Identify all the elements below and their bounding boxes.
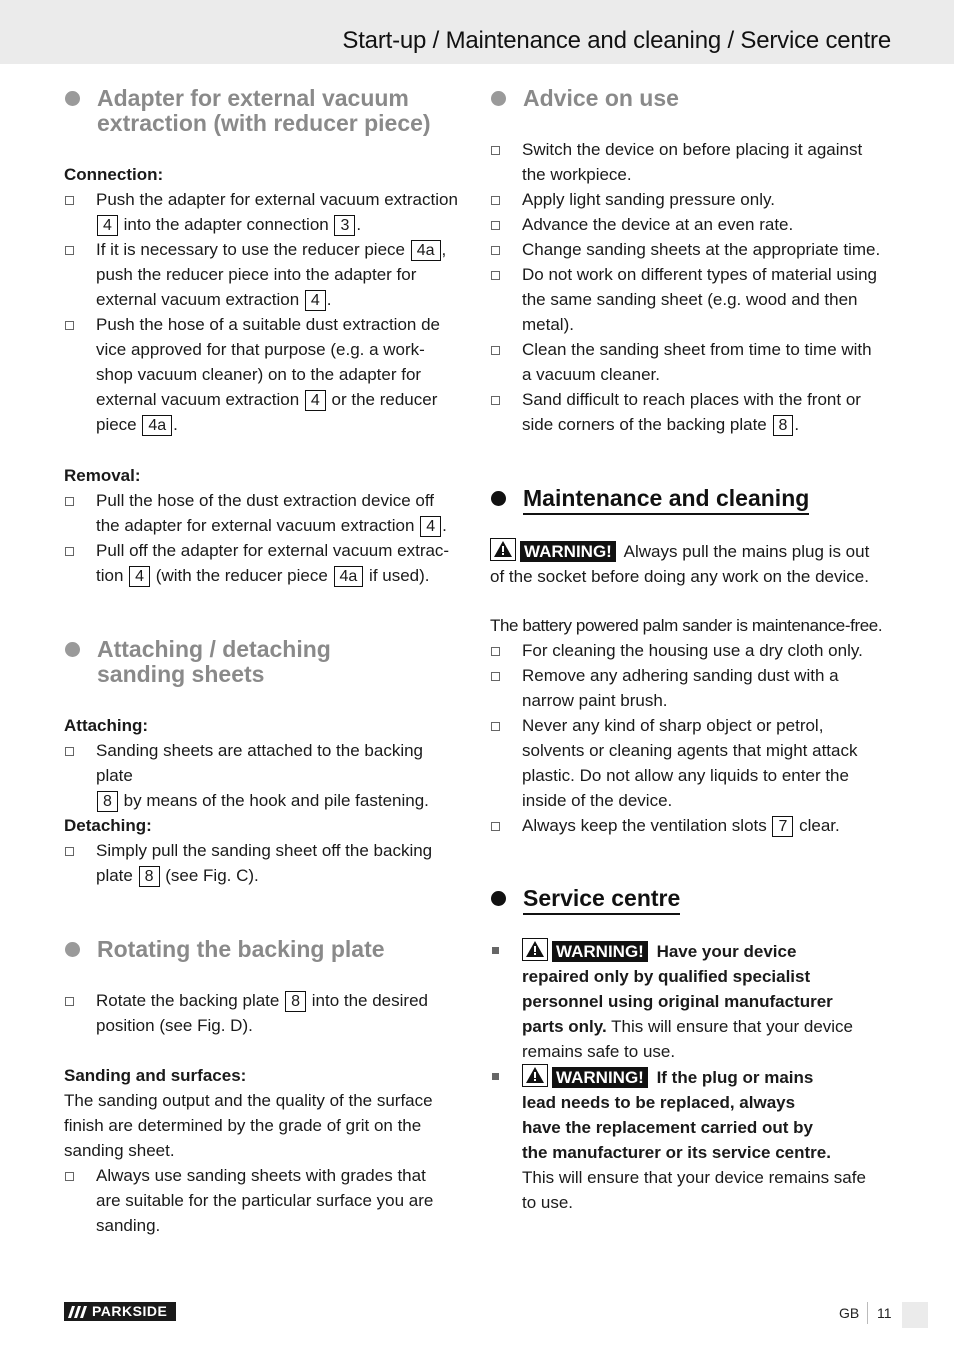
list-item xyxy=(490,337,890,387)
item-text: Always use sanding sheets with grades that xyxy=(96,1166,426,1185)
item-text: metal). xyxy=(522,315,574,334)
item-text: Clean the sanding sheet from time to time with xyxy=(522,340,872,359)
list-item xyxy=(490,212,890,237)
item-text: Pull the hose of the dust extraction device off xyxy=(96,491,435,510)
list-item xyxy=(490,638,890,663)
heading-line: extraction (with reducer piece) xyxy=(97,110,431,136)
checkbox-bullet-icon xyxy=(65,497,74,506)
checkbox-bullet-icon xyxy=(65,847,74,856)
item-text: the workpiece. xyxy=(522,165,632,184)
page-title: Start-up / Maintenance and cleaning / Service centre xyxy=(342,27,891,54)
service-block xyxy=(490,938,890,1215)
part-ref: 8 xyxy=(773,415,794,436)
checkbox-bullet-icon xyxy=(491,146,500,155)
item-text: to use. xyxy=(522,1193,574,1212)
sanding-surfaces-block xyxy=(64,1063,464,1238)
paragraph-line: finish are determined by the grade of grit on the xyxy=(64,1116,422,1135)
list-item xyxy=(64,488,464,538)
checkbox-bullet-icon xyxy=(65,747,74,756)
section-heading-rotating xyxy=(64,937,385,962)
item-text: Change sanding sheets at the appropriate time. xyxy=(522,240,881,259)
parkside-logo xyxy=(64,1302,176,1321)
item-text: This will ensure that your device xyxy=(611,1017,854,1036)
part-ref: 3 xyxy=(334,215,355,236)
item-text: by means of the hook and pile fastening. xyxy=(123,791,429,810)
part-ref: 8 xyxy=(97,791,118,812)
maintenance-warning xyxy=(490,538,890,589)
warning-paragraph xyxy=(490,538,890,589)
item-text: push the reducer piece into the adapter for xyxy=(96,265,417,284)
item-text: Apply light sanding pressure only. xyxy=(522,190,775,209)
item-text: Push the hose of a suitable dust extraction de xyxy=(96,315,441,334)
list-item xyxy=(490,663,890,713)
item-text: vice approved for that purpose (e.g. a work- xyxy=(96,340,425,359)
maintenance-block xyxy=(490,613,890,838)
item-text: Never any kind of sharp object or petrol, xyxy=(522,716,824,735)
paragraph-line: The sanding output and the quality of the surface xyxy=(64,1091,433,1110)
list-item xyxy=(64,738,464,813)
warning-text: of the socket before doing any work on the device. xyxy=(490,567,869,586)
checkbox-bullet-icon xyxy=(491,346,500,355)
item-text: If it is necessary to use the reducer piece xyxy=(96,240,405,259)
heading-line: Advice on use xyxy=(523,85,679,111)
list-item xyxy=(490,237,890,262)
paragraph-line: sanding sheet. xyxy=(64,1141,175,1160)
heading-line: Service centre xyxy=(523,886,680,915)
detaching-block xyxy=(64,813,464,888)
item-text: shop vacuum cleaner) on to the adapter for xyxy=(96,365,422,384)
connection-block xyxy=(64,162,464,437)
rotating-block xyxy=(64,988,464,1038)
removal-block xyxy=(64,463,464,588)
item-text: Have your device xyxy=(656,942,797,961)
list-item xyxy=(490,187,890,212)
heading-line: Adapter for external vacuum xyxy=(97,85,409,111)
checkbox-bullet-icon xyxy=(491,822,500,831)
item-text: Rotate the backing plate xyxy=(96,991,280,1010)
item-text: (with the reducer piece xyxy=(155,566,328,585)
subheading-removal: Removal: xyxy=(64,466,141,485)
checkbox-bullet-icon xyxy=(491,246,500,255)
item-text: Switch the device on before placing it against xyxy=(522,140,863,159)
checkbox-bullet-icon xyxy=(65,1172,74,1181)
part-ref: 4a xyxy=(411,240,441,261)
page-number: 11 xyxy=(877,1305,892,1321)
item-text: are suitable for the particular surface you are xyxy=(96,1191,434,1210)
logo-text: PARKSIDE xyxy=(92,1303,168,1319)
item-text: sanding. xyxy=(96,1216,161,1235)
part-ref: 8 xyxy=(285,991,306,1012)
list-item xyxy=(64,838,464,888)
punctuation: , xyxy=(441,240,447,259)
checkbox-bullet-icon xyxy=(491,196,500,205)
paragraph xyxy=(64,1088,464,1163)
bullet-dot-icon xyxy=(491,891,506,906)
item-text: tion xyxy=(96,566,124,585)
item-text: the same sanding sheet (e.g. wood and then xyxy=(522,290,858,309)
item-text: (see Fig. C). xyxy=(165,866,259,885)
punctuation: . xyxy=(794,415,800,434)
item-text: external vacuum extraction xyxy=(96,390,300,409)
punctuation: . xyxy=(173,415,178,434)
item-text: Sanding sheets are attached to the backing plate xyxy=(96,741,424,785)
warning-label: WARNING! xyxy=(552,1067,648,1088)
part-ref: 4 xyxy=(305,390,326,411)
footer-divider xyxy=(867,1302,868,1324)
part-ref: 4 xyxy=(129,566,150,587)
warning-text: Always pull the mains plug is out xyxy=(623,542,870,561)
warning-label: WARNING! xyxy=(520,541,616,562)
section-heading-service xyxy=(490,886,680,915)
bullet-dot-icon xyxy=(65,642,80,657)
warning-triangle-icon xyxy=(522,1064,548,1087)
advice-block xyxy=(490,137,890,437)
item-text: the manufacturer or its service centre. xyxy=(522,1143,831,1162)
square-bullet-icon xyxy=(492,1073,499,1080)
part-ref: 4 xyxy=(305,290,326,311)
list-item xyxy=(490,262,890,337)
item-text: If the plug or mains xyxy=(656,1068,814,1087)
list-item xyxy=(64,988,464,1038)
warning-label: WARNING! xyxy=(552,941,648,962)
item-text: if used). xyxy=(369,566,430,585)
item-text: external vacuum extraction xyxy=(96,290,300,309)
section-heading-maintenance xyxy=(490,486,809,515)
checkbox-bullet-icon xyxy=(65,246,74,255)
part-ref: 7 xyxy=(772,816,793,837)
square-bullet-icon xyxy=(492,947,499,954)
subheading-attaching: Attaching: xyxy=(64,716,149,735)
checkbox-bullet-icon xyxy=(491,722,500,731)
subheading-sanding-surfaces: Sanding and surfaces: xyxy=(64,1066,247,1085)
item-text: For cleaning the housing use a dry cloth only. xyxy=(522,641,863,660)
bullet-dot-icon xyxy=(491,491,506,506)
item-text: solvents or cleaning agents that might attack xyxy=(522,741,858,760)
item-text: or the reducer xyxy=(331,390,438,409)
item-text: Pull off the adapter for external vacuum extrac- xyxy=(96,541,450,560)
item-text: a vacuum cleaner. xyxy=(522,365,660,384)
item-text: This will ensure that your device remains safe xyxy=(522,1168,866,1187)
item-text: Advance the device at an even rate. xyxy=(522,215,794,234)
checkbox-bullet-icon xyxy=(491,221,500,230)
item-text: have the replacement carried out by xyxy=(522,1118,813,1137)
item-text: repaired only by qualified specialist xyxy=(522,967,811,986)
item-text: side corners of the backing plate xyxy=(522,415,767,434)
footer-tab xyxy=(902,1302,928,1328)
item-text: personnel using original manufacturer xyxy=(522,992,833,1011)
item-text: lead needs to be replaced, always xyxy=(522,1093,796,1112)
list-item xyxy=(490,387,890,437)
item-text: plate xyxy=(96,866,133,885)
punctuation: . xyxy=(326,290,332,309)
item-text: inside of the device. xyxy=(522,791,673,810)
checkbox-bullet-icon xyxy=(491,271,500,280)
item-text: piece xyxy=(96,415,137,434)
item-text: parts only. xyxy=(522,1017,607,1036)
checkbox-bullet-icon xyxy=(491,396,500,405)
part-ref: 8 xyxy=(139,866,160,887)
paragraph: The battery powered palm sander is maintenance-free. xyxy=(490,616,883,635)
section-heading-adapter xyxy=(64,86,431,136)
punctuation: . xyxy=(442,516,447,535)
item-text: clear. xyxy=(799,816,840,835)
item-text: into the desired xyxy=(311,991,428,1010)
list-item xyxy=(490,713,890,813)
list-item xyxy=(64,187,464,237)
subheading-connection: Connection: xyxy=(64,165,164,184)
item-text: into the adapter connection xyxy=(123,215,329,234)
punctuation: . xyxy=(356,215,362,234)
list-item xyxy=(64,237,464,312)
section-heading-attaching xyxy=(64,637,331,687)
part-ref: 4 xyxy=(420,516,441,537)
heading-line: Attaching / detaching xyxy=(97,636,331,662)
checkbox-bullet-icon xyxy=(65,321,74,330)
attaching-block xyxy=(64,713,464,813)
bullet-dot-icon xyxy=(491,91,506,106)
section-heading-advice xyxy=(490,86,679,111)
part-ref: 4 xyxy=(97,215,118,236)
checkbox-bullet-icon xyxy=(65,196,74,205)
item-text: Do not work on different types of material using xyxy=(522,265,877,284)
subheading-detaching: Detaching: xyxy=(64,816,152,835)
item-text: Push the adapter for external vacuum extraction xyxy=(96,190,458,209)
heading-line: Maintenance and cleaning xyxy=(523,486,809,515)
checkbox-bullet-icon xyxy=(491,647,500,656)
part-ref: 4a xyxy=(334,566,364,587)
list-item xyxy=(64,1163,464,1238)
item-text: position (see Fig. D). xyxy=(96,1016,253,1035)
bullet-dot-icon xyxy=(65,91,80,106)
warning-triangle-icon xyxy=(522,938,548,961)
list-item xyxy=(490,813,890,838)
heading-line: Rotating the backing plate xyxy=(97,936,385,962)
item-text: plastic. Do not allow any liquids to enter the xyxy=(522,766,849,785)
list-item xyxy=(490,938,890,1064)
warning-triangle-icon xyxy=(490,538,516,561)
item-text: Simply pull the sanding sheet off the backing xyxy=(96,841,433,860)
item-text: Sand difficult to reach places with the front or xyxy=(522,390,861,409)
item-text: remains safe to use. xyxy=(522,1042,676,1061)
checkbox-bullet-icon xyxy=(65,997,74,1006)
item-text: Remove any adhering sanding dust with a xyxy=(522,666,839,685)
list-item xyxy=(490,137,890,187)
checkbox-bullet-icon xyxy=(65,547,74,556)
item-text: Always keep the ventilation slots xyxy=(522,816,767,835)
footer-language: GB xyxy=(839,1305,860,1321)
heading-line: sanding sheets xyxy=(97,661,265,687)
part-ref: 4a xyxy=(142,415,172,436)
logo-stripes-icon xyxy=(68,1302,90,1326)
bullet-dot-icon xyxy=(65,942,80,957)
checkbox-bullet-icon xyxy=(491,672,500,681)
list-item xyxy=(64,312,464,437)
item-text: the adapter for external vacuum extraction xyxy=(96,516,415,535)
list-item xyxy=(64,538,464,588)
item-text: narrow paint brush. xyxy=(522,691,668,710)
list-item xyxy=(490,1064,890,1215)
